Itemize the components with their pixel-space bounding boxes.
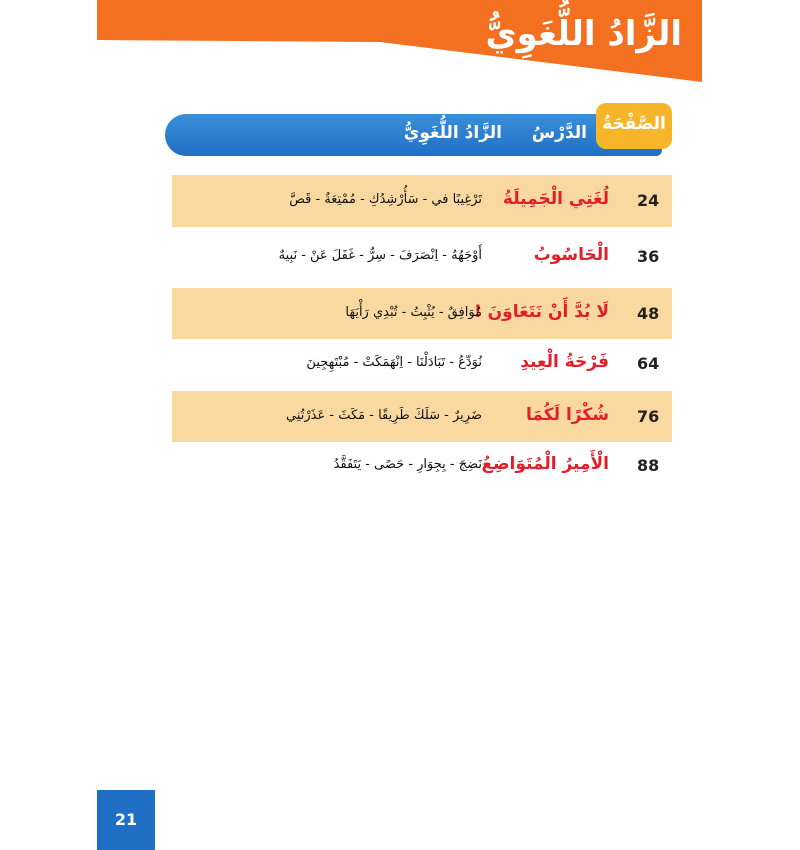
table-row	[172, 442, 672, 494]
top-banner	[0, 0, 800, 100]
row-lesson-title: لُغَتِي الْجَمِيلَةُ	[502, 189, 609, 209]
row-vocab: ضَرِيرٌ - سَلَكَ طَرِيقًا - مَكَثَ - عَذَرْتُنِي	[286, 408, 482, 423]
lessons-table	[172, 175, 672, 494]
row-vocab: تَرْغِيبًا في - سَأُرْشِدُكِ - مُمْتِعَةٌ - قَصَّ	[289, 192, 482, 207]
page-column-tab	[596, 103, 672, 149]
row-vocab: أَوْجَهُهُ - اِنْصَرَفَ - سِرٌّ - غَفَلَ عَنْ - نَبِيهٌ	[278, 248, 482, 263]
table-row	[172, 391, 672, 442]
table-row	[172, 339, 672, 391]
row-lesson-title: الْأَمِيرُ الْمُتَوَاضِعُ	[481, 454, 609, 474]
row-lesson-title: الْحَاسُوبُ	[533, 245, 609, 265]
header-lesson-label: الدَّرْسُ	[531, 123, 587, 143]
row-vocab: نَضِجَ - بِجِوَارِ - حَصًى - يَتَفَقَّدُ	[333, 457, 482, 472]
header-vocab-label: الزَّادُ اللُّغَوِيُّ	[403, 123, 502, 143]
row-lesson-title: لَا بُدَّ أَنْ نَتَعَاوَنَ !	[473, 302, 609, 322]
table-header-bar	[165, 114, 662, 156]
row-page-number: 88	[637, 456, 660, 475]
page-number-box	[97, 790, 155, 850]
row-page-number: 36	[637, 247, 660, 266]
row-page-number: 76	[637, 407, 660, 426]
row-lesson-title: فَرْحَةُ الْعِيدِ	[520, 352, 609, 372]
page-title: الزَّادُ اللُّغَوِيُّ	[485, 14, 682, 54]
row-lesson-title: شُكْرًا لَكُمَا	[526, 405, 609, 425]
row-vocab: مُوَافِقٌ - يُثْبِتُ - تُبْدِي رَأْيَهَا	[345, 305, 482, 320]
row-page-number: 64	[637, 354, 660, 373]
row-page-number: 24	[637, 191, 660, 210]
header-page-label: الصَّفْحَةُ	[602, 114, 666, 134]
page-number: 21	[114, 810, 138, 829]
table-row	[172, 288, 672, 339]
row-page-number: 48	[637, 304, 660, 323]
table-row	[172, 227, 672, 288]
row-vocab: نُوَدِّعُ - تَبَادَلْنَا - اِنْهَمَكَتْ - مُبْتَهِجِينَ	[306, 355, 482, 370]
table-row	[172, 175, 672, 227]
